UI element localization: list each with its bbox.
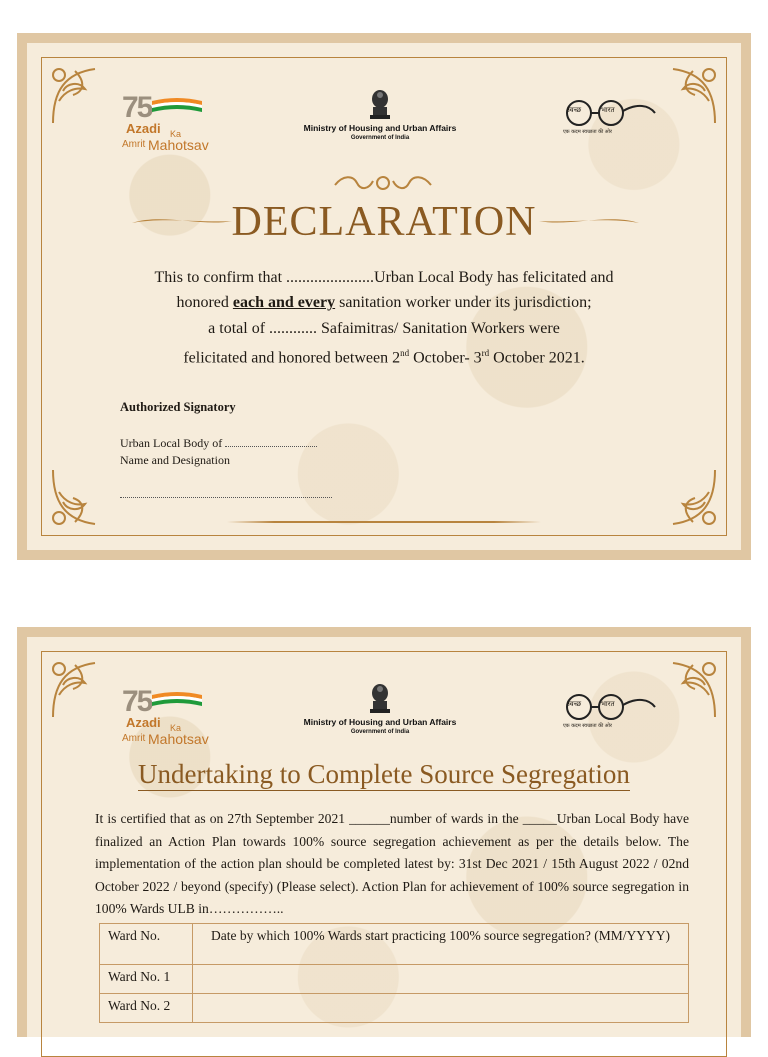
line-2-prefix: honored (176, 294, 233, 311)
top-flourish-icon (333, 171, 433, 195)
swachh-bharat-logo (549, 693, 659, 733)
page-title: DECLARATION (231, 199, 537, 245)
signature-line (120, 497, 332, 498)
logo-amrit: Amrit (122, 139, 146, 150)
sup-rd: rd (481, 348, 490, 358)
sb-word-1: स्वच्छ (567, 700, 582, 708)
azadi-ka-amrit-mahotsav-logo (122, 685, 222, 755)
logo-75: 75 (122, 685, 152, 718)
row-ward-label: Ward No. 2 (100, 994, 193, 1023)
national-emblem-icon (367, 681, 393, 715)
logo-azadi: Azadi (126, 121, 161, 136)
logo-75: 75 (122, 91, 152, 124)
sb-word-1: स्वच्छ (567, 106, 582, 114)
undertaking-certificate (17, 627, 751, 1037)
wards-table (99, 923, 689, 1023)
declaration-line-1: This to confirm that ......................Urban Local Body has felicitated and (154, 269, 614, 286)
table-row (100, 994, 689, 1023)
ulb-of-label (120, 436, 317, 451)
ulb-of-blank (225, 446, 317, 447)
sb-tagline: एक कदम स्वच्छता की ओर (563, 129, 612, 135)
corner-ornament-icon (653, 655, 723, 725)
declaration-line-3: a total of ............ Safaimitras/ Sanitation Workers were (208, 320, 560, 337)
row-date-cell[interactable] (193, 965, 689, 994)
certificate-paper (27, 43, 741, 550)
corner-ornament-icon (45, 655, 115, 725)
sup-nd: nd (400, 348, 410, 358)
logo-ka: Ka (170, 129, 182, 139)
flag-wave-icon (152, 691, 202, 707)
header-date: Date by which 100% Wards start practicing 100% source segregation? (MM/YYYY) (193, 924, 689, 965)
logo-amrit: Amrit (122, 733, 146, 744)
ministry-name: Ministry of Housing and Urban Affairs (303, 717, 457, 727)
undertaking-paragraph: It is certified that as on 27th September 2021 ______number of wards in the _____Urban Local Body have finalized an Action Plan towards 100% source segregation achievement as per the details below. The implementation of the action plan should be completed latest by: 31st Dec 2021 / 15th August 2022 / 02nd October 2022 / beyond (specify) (Please select). Action Plan for achievement of 100% source segregation in 100% Wards ULB in…………….. (95, 811, 689, 916)
table-row (100, 965, 689, 994)
government-of-india: Government of India (350, 135, 410, 141)
page-title (27, 759, 741, 790)
header-ward-no: Ward No. (100, 924, 193, 965)
authorized-signatory-label: Authorized Signatory (120, 400, 236, 414)
ulb-of-text: Urban Local Body of (120, 436, 226, 450)
declaration-line-2 (27, 290, 741, 316)
corner-ornament-icon (653, 61, 723, 131)
row-ward-label: Ward No. 1 (100, 965, 193, 994)
declaration-certificate (17, 33, 751, 560)
line-2-emphasis: each and every (232, 294, 336, 311)
certificate-paper (27, 637, 741, 1037)
swachh-bharat-logo (549, 99, 659, 139)
line-4-part-a: felicitated and honored between 2 (183, 349, 401, 367)
line-4-part-b: October- 3 (409, 349, 482, 367)
corner-ornament-icon (45, 462, 115, 532)
table-header-row (100, 924, 689, 965)
line-2-suffix: sanitation worker under its jurisdiction; (335, 294, 592, 311)
bottom-gold-rule (227, 521, 541, 523)
azadi-ka-amrit-mahotsav-logo (122, 91, 222, 161)
logo-mahotsav: Mahotsav (148, 731, 209, 747)
ministry-name: Ministry of Housing and Urban Affairs (303, 123, 457, 133)
declaration-line-4 (27, 341, 741, 371)
undertaking-title-text: Undertaking to Complete Source Segregation (138, 759, 630, 789)
flag-wave-icon (152, 97, 202, 113)
title-right-flourish-icon (539, 213, 639, 229)
name-designation-label: Name and Designation (120, 453, 230, 467)
sb-word-2: भारत (601, 700, 615, 708)
national-emblem-icon (367, 87, 393, 121)
government-of-india: Government of India (350, 729, 410, 735)
sb-word-2: भारत (601, 106, 615, 114)
row-date-cell[interactable] (193, 994, 689, 1023)
sb-tagline: एक कदम स्वच्छता की ओर (563, 723, 612, 729)
logo-mahotsav: Mahotsav (148, 137, 209, 153)
logo-ka: Ka (170, 723, 182, 733)
corner-ornament-icon (653, 462, 723, 532)
line-4-part-c: October 2021. (489, 349, 585, 367)
corner-ornament-icon (45, 61, 115, 131)
logo-azadi: Azadi (126, 715, 161, 730)
